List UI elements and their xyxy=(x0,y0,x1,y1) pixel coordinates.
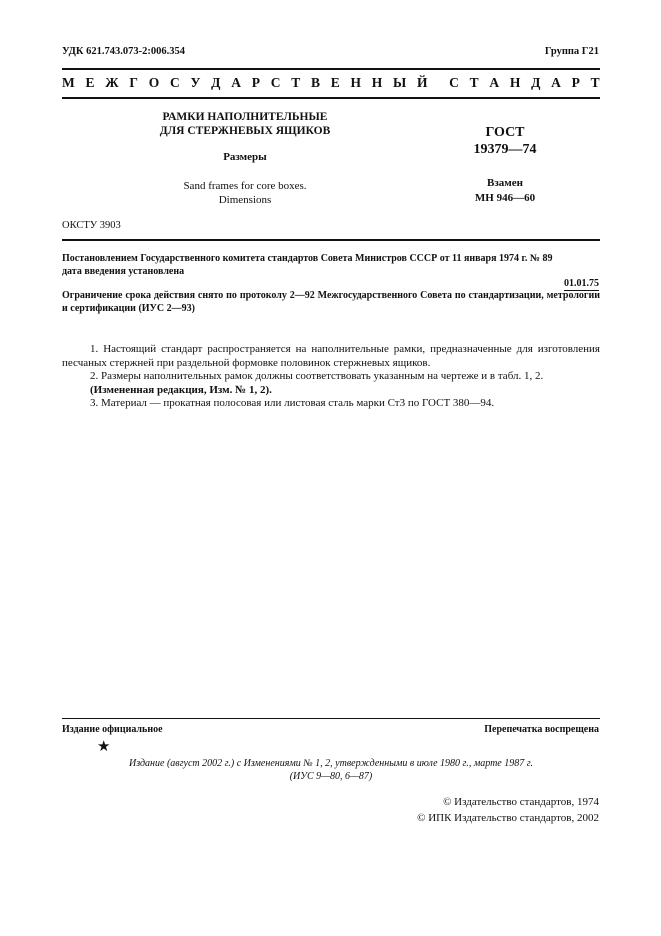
banner-letter: Н xyxy=(350,75,362,90)
banner-letter: Й xyxy=(417,75,428,90)
banner-letter: Ы xyxy=(393,75,407,90)
banner-letter: С xyxy=(169,75,180,90)
official-edition: Издание официальное xyxy=(62,724,163,735)
group-code: Группа Г21 xyxy=(544,46,599,57)
copyright-block xyxy=(417,794,599,826)
banner-rule xyxy=(62,97,600,99)
document-body xyxy=(62,343,600,411)
banner-letter: Т xyxy=(590,75,600,90)
section-rule xyxy=(62,239,600,241)
top-rule xyxy=(62,68,600,70)
english-title-line-2: Dimensions xyxy=(218,194,272,206)
title-line-1: РАМКИ НАПОЛНИТЕЛЬНЫЕ xyxy=(162,111,328,123)
gost-code: 19379—74 xyxy=(473,142,537,157)
banner-letter: Е xyxy=(330,75,340,90)
banner-letter: Д xyxy=(211,75,221,90)
english-title-line-1: Sand frames for core boxes. xyxy=(183,180,307,192)
banner-letter: Ж xyxy=(105,75,119,90)
restriction-note: Ограничение срока действия снято по протоколу 2—92 Межгосударственного Совета по стандартизации, метрологии и сертификации (ИУС 2—93) xyxy=(62,290,600,314)
decree-line-2: дата введения установлена xyxy=(62,266,185,277)
document-subtitle: Размеры xyxy=(223,151,267,163)
replace-value: МН 946—60 xyxy=(474,192,536,204)
effective-date: 01.01.75 xyxy=(564,278,599,289)
gost-number xyxy=(445,124,565,158)
banner-letter: С xyxy=(449,75,459,90)
edition-note xyxy=(62,757,600,783)
banner-letter: Н xyxy=(371,75,383,90)
decree-text xyxy=(62,252,600,278)
banner-letter: О xyxy=(148,75,160,90)
banner-letter: Д xyxy=(531,75,541,90)
udk-code: УДК 621.743.073-2:006.354 xyxy=(62,46,185,57)
banner-letter: В xyxy=(310,75,320,90)
title-line-2: ДЛЯ СТЕРЖНЕВЫХ ЯЩИКОВ xyxy=(159,125,331,137)
gost-label: ГОСТ xyxy=(485,125,525,140)
reprint-prohibited: Перепечатка воспрещена xyxy=(484,724,599,735)
banner-letter: Т xyxy=(291,75,301,90)
banner-letter: М xyxy=(62,75,75,90)
document-title xyxy=(120,110,370,138)
decree-line-1: Постановлением Государственного комитета стандартов Совета Министров СССР от 11 января 1974 г. № 89 xyxy=(62,253,553,264)
banner-letter: Р xyxy=(571,75,580,90)
replaces-standard xyxy=(445,176,565,206)
banner-letter: Н xyxy=(509,75,521,90)
banner-letter: А xyxy=(551,75,561,90)
paragraph-2: 2. Размеры наполнительных рамок должны соответствовать указанным на чертеже и в табл. 1, 2. xyxy=(90,370,544,382)
banner-letter: Р xyxy=(251,75,260,90)
okstu-code: ОКСТУ 3903 xyxy=(62,220,121,231)
banner-letter: С xyxy=(270,75,281,90)
banner-letter: Г xyxy=(129,75,138,90)
replace-label: Взамен xyxy=(487,177,523,189)
star-icon: ★ xyxy=(97,739,111,755)
copyright-2: © ИПК Издательство стандартов, 2002 xyxy=(417,812,599,824)
banner-letter: Т xyxy=(469,75,479,90)
banner-letter: У xyxy=(190,75,201,90)
banner-letter: А xyxy=(231,75,241,90)
edition-note-line-1: Издание (август 2002 г.) с Изменениями № 1, 2, утвержденными в июле 1980 г., марте 1987 г. xyxy=(129,758,533,769)
banner-letter: Е xyxy=(85,75,95,90)
banner-letter: А xyxy=(489,75,500,90)
edition-note-line-2: (ИУС 9—80, 6—87) xyxy=(289,771,373,782)
paragraph-1: 1. Настоящий стандарт распространяется на наполнительные рамки, предназначенные для изготовления песчаных стержней при раздельной формовке половинок стержневых ящиков. xyxy=(62,343,600,369)
paragraph-3: 3. Материал — прокатная полосовая или листовая сталь марки Ст3 по ГОСТ 380—94. xyxy=(90,397,495,409)
copyright-1: © Издательство стандартов, 1974 xyxy=(443,796,599,808)
english-title xyxy=(120,179,370,207)
interstate-standard-banner xyxy=(62,75,600,91)
amendment-note: (Измененная редакция, Изм. № 1, 2). xyxy=(90,383,272,396)
footer-rule xyxy=(62,718,600,719)
